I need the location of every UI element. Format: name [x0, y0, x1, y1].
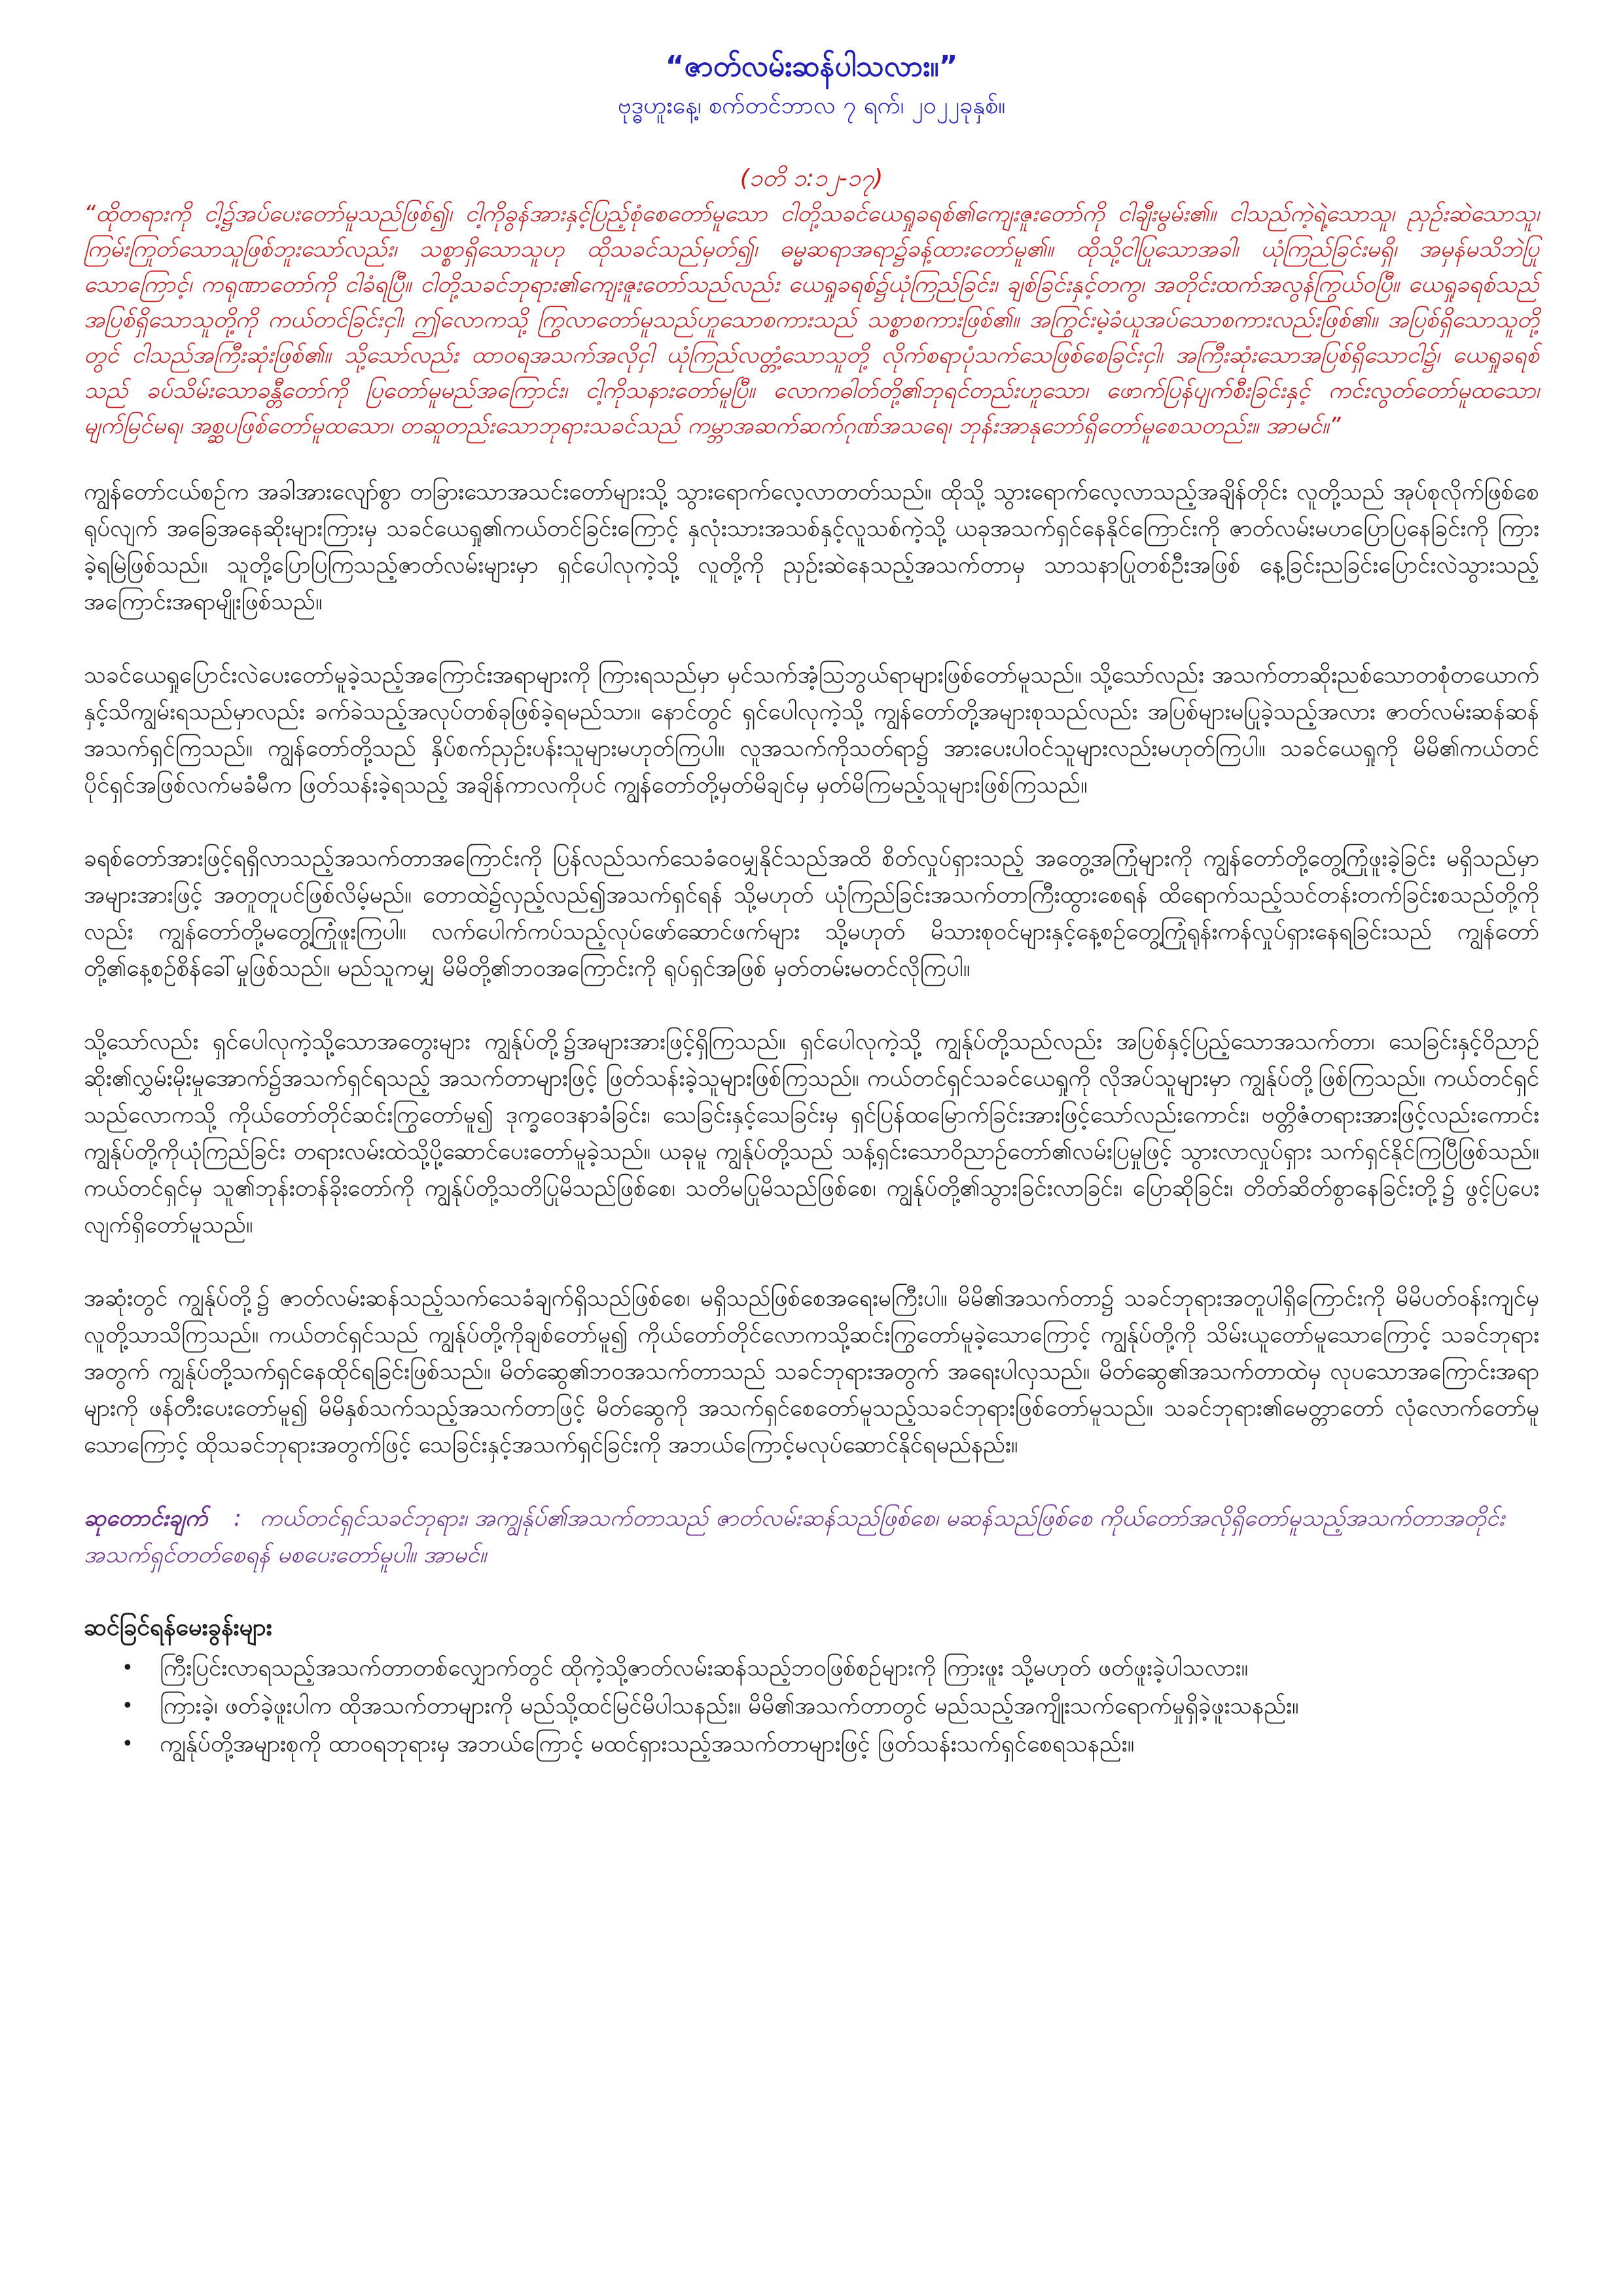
prayer-text: ကယ်တင်ရှင်သခင်ဘုရား၊ အကျွန်ုပ်၏အသက်တာသည် ဇာတ်လမ်းဆန်သည်ဖြစ်စေ၊ မဆန်သည်ဖြစ်စေ ကိုယ်တော်အလိုရှိတော်မူသည့်အသက်တာအတိုင်းအသက်ရှင်တတ်စေရန် မစပေးတော်မူပါ။ အာမင်။: [84, 1505, 1505, 1568]
prayer-separator: :: [234, 1505, 241, 1532]
body-paragraph: အဆုံးတွင် ကျွန်ုပ်တို့၌ ဇာတ်လမ်းဆန်သည့်သက်သေခံချက်ရှိသည်ဖြစ်စေ၊ မရှိသည်ဖြစ်စေအရေးမကြီးပါ။ မိမိ၏အသက်တာ၌ သခင်ဘုရားအတူပါရှိကြောင်းကို မိမိပတ်ဝန်းကျင်မှလူတို့သာသိကြသည်။ ကယ်တင်ရှင်သည် ကျွန်ုပ်တို့ကိုချစ်တော်မူ၍ ကိုယ်တော်တိုင်လောကသို့ဆင်းကြွတော်မူခဲ့သောကြောင့် ကျွန်ုပ်တို့ကို သိမ်းယူတော်မူသောကြောင့် သခင်ဘုရားအတွက် ကျွန်ုပ်တို့သက်ရှင်နေထိုင်ရခြင်းဖြစ်သည်။ မိတ်ဆွေ၏ဘဝအသက်တာသည် သခင်ဘုရားအတွက် အရေးပါလှသည်။ မိတ်ဆွေ၏အသက်တာထဲမှ လုပသောအကြောင်းအရာများကို ဖန်တီးပေးတော်မူ၍ မိမိနှစ်သက်သည့်အသက်တာဖြင့် မိတ်ဆွေကို အသက်ရှင်စေတော်မူသည့်သခင်ဘုရားဖြစ်တော်မူသည်။ သခင်ဘုရား၏မေတ္တာတော် လုံလောက်တော်မူသောကြောင့် ထိုသခင်ဘုရားအတွက်ဖြင့် သေခြင်းနှင့်အသက်ရှင်ခြင်းကို အဘယ်ကြောင့်မလုပ်ဆောင်နိုင်ရမည်နည်း။: [84, 1285, 1539, 1458]
question-text: ကြားခဲ့၊ ဖတ်ခဲ့ဖူးပါက ထိုအသက်တာများကို မည်သို့ထင်မြင်မိပါသနည်း။ မိမိ၏အသက်တာတွင် မည်သည့်အကျိုးသက်ရောက်မှုရှိခဲ့ဖူးသနည်း။: [160, 1693, 1299, 1719]
scripture-section: [84, 161, 1539, 444]
bullet-icon: •: [122, 1732, 134, 1755]
body-paragraph: သခင်ယေရှုပြောင်းလဲပေးတော်မူခဲ့သည့်အကြောင်းအရာများကို ကြားရသည်မှာ မှင်သက်အံ့သြဘွယ်ရာများဖြစ်တော်မူသည်။ သို့သော်လည်း အသက်တာဆိုးညစ်သောတစုံတယောက်နှင့်သိကျွမ်းရသည်မှာလည်း ခက်ခဲသည့်အလုပ်တစ်ခုဖြစ်ခဲ့ရမည်သာ။ နောင်တွင် ရှင်ပေါလုကဲ့သို့ ကျွန်တော်တို့အများစုသည်လည်း အပြစ်များမပြုခဲ့သည့်အလား ဇာတ်လမ်းဆန်ဆန်အသက်ရှင်ကြသည်။ ကျွန်တော်တို့သည် နှိပ်စက်ညှဉ်းပန်းသူများမဟုတ်ကြပါ။ လူအသက်ကိုသတ်ရာ၌ အားပေးပါဝင်သူများလည်းမဟုတ်ကြပါ။ သခင်ယေရှုကို မိမိ၏ကယ်တင်ပိုင်ရှင်အဖြစ်လက်မခံမီက ဖြတ်သန်းခဲ့ရသည့် အချိန်ကာလကိုပင် ကျွန်တော်တို့မှတ်မိချင်မှ မှတ်မိကြမည့်သူများဖြစ်ကြသည်။: [84, 662, 1539, 798]
questions-list: [84, 1649, 1539, 1763]
question-text: ကြီးပြင်းလာရသည့်အသက်တာတစ်လျှောက်တွင် ထိုကဲ့သို့ဇာတ်လမ်းဆန်သည့်ဘဝဖြစ်စဉ်များကို ကြားဖူး သို့မဟုတ် ဖတ်ဖူးခဲ့ပါသလား။: [160, 1655, 1249, 1681]
prayer-label: ဆုတောင်းချက်: [84, 1505, 208, 1532]
body-paragraph: သို့သော်လည်း ရှင်ပေါလုကဲ့သို့သောအတွေးများ ကျွန်ုပ်တို့၌အများအားဖြင့်ရှိကြသည်။ ရှင်ပေါလုကဲ့သို့ ကျွန်ုပ်တို့သည်လည်း အပြစ်နှင့်ပြည့်သောအသက်တာ၊ သေခြင်းနှင့်ဝိညာဉ်ဆိုး၏လွှမ်းမိုးမှုအောက်၌အသက်ရှင်ရသည့် အသက်တာများဖြင့် ဖြတ်သန်းခဲ့သူများဖြစ်ကြသည်။ ကယ်တင်ရှင်သခင်ယေရှုကို လိုအပ်သူများမှာ ကျွန်ုပ်တို့ဖြစ်ကြသည်။ ကယ်တင်ရှင်သည်လောကသို့ ကိုယ်တော်တိုင်ဆင်းကြွတော်မူ၍ ဒုက္ခဝေဒနာခံခြင်း၊ သေခြင်းနှင့်သေခြင်းမှ ရှင်ပြန်ထမြောက်ခြင်းအားဖြင့်သော်လည်းကောင်း၊ ဗတ္တိဇံတရားအားဖြင့်လည်းကောင်း ကျွန်ုပ်တို့ကိုယုံကြည်ခြင်း တရားလမ်းထဲသို့ပို့ဆောင်ပေးတော်မူခဲ့သည်။ ယခုမူ ကျွန်ုပ်တို့သည် သန့်ရှင်းသောဝိညာဉ်တော်၏လမ်းပြမှုဖြင့် သွားလာလှုပ်ရှား သက်ရှင်နိုင်ကြပြီဖြစ်သည်။ ကယ်တင်ရှင်မှ သူ၏ဘုန်းတန်ခိုးတော်ကို ကျွန်ုပ်တို့သတိပြုမိသည်ဖြစ်စေ၊ သတိမပြုမိသည်ဖြစ်စေ၊ ကျွန်ုပ်တို့၏သွားခြင်းလာခြင်း၊ ပြောဆိုခြင်း၊ တိတ်ဆိတ်စွာနေခြင်းတို့၌ ဖွင့်ပြပေးလျက်ရှိတော်မူသည်။: [84, 1029, 1539, 1238]
devotional-body: [84, 474, 1539, 1463]
prayer-block: [84, 1500, 1539, 1573]
body-paragraph: ခရစ်တော်အားဖြင့်ရရှိလာသည့်အသက်တာအကြောင်းကို ပြန်လည်သက်သေခံဝေမျှနိုင်သည်အထိ စိတ်လှုပ်ရှားသည့် အတွေ့အကြုံများကို ကျွန်တော်တို့တွေ့ကြုံဖူးခဲ့ခြင်း မရှိသည်မှာ အများအားဖြင့် အတူတူပင်ဖြစ်လိမ့်မည်။ တောထဲ၌လှည့်လည်၍အသက်ရှင်ရန် သို့မဟုတ် ယုံကြည်ခြင်းအသက်တာကြီးထွားစေရန် ထိရောက်သည့်သင်တန်းတက်ခြင်းစသည်တို့ကိုလည်း ကျွန်တော်တို့မတွေ့ကြုံဖူးကြပါ။ လက်ပေါက်ကပ်သည့်လုပ်ဖော်ဆောင်ဖက်များ သို့မဟုတ် မိသားစုဝင်များနှင့်နေ့စဉ်တွေ့ကြုံရုန်းကန်လှုပ်ရှားနေရခြင်းသည် ကျွန်တော်တို့၏နေ့စဉ်စိန်ခေါ်မှုဖြစ်သည်။ မည်သူကမျှ မိမိတို့၏ဘဝအကြောင်းကို ရုပ်ရှင်အဖြစ် မှတ်တမ်းမတင်လိုကြပါ။: [84, 846, 1539, 982]
scripture-text: “ထိုတရားကို ငါ့၌အပ်ပေးတော်မူသည်ဖြစ်၍၊ ငါ့ကိုခွန်အားနှင့်ပြည့်စုံစေတော်မူသော ငါတို့သခင်ယေရှုခရစ်၏ကျေးဇူးတော်ကို ငါချီးမွမ်း၏။ ငါသည်ကဲ့ရဲ့သောသူ၊ ညှဉ်းဆဲသောသူ၊ ကြမ်းကြုတ်သောသူဖြစ်ဘူးသော်လည်း၊ သစ္စာရှိသောသူဟု ထိုသခင်သည်မှတ်၍၊ ဓမ္မဆရာအရာ၌ခန့်ထားတော်မူ၏။ ထိုသို့ငါပြုသောအခါ၊ ယုံကြည်ခြင်းမရှိ၊ အမှန်မသိဘဲပြုသောကြောင့်၊ ကရုဏာတော်ကို ငါခံရပြီ။ ငါတို့သခင်ဘုရား၏ကျေးဇူးတော်သည်လည်း ယေရှုခရစ်၌ယုံကြည်ခြင်း၊ ချစ်ခြင်းနှင့်တကွ၊ အတိုင်းထက်အလွန်ကြွယ်ဝပြီ။ ယေရှုခရစ်သည် အပြစ်ရှိသောသူတို့ကို ကယ်တင်ခြင်းငှါ၊ ဤလောကသို့ ကြွလာတော်မူသည်ဟူသောစကားသည် သစ္စာစကားဖြစ်၏။ အကြွင်းမဲ့ခံယူအပ်သောစကားလည်းဖြစ်၏။ အပြစ်ရှိသောသူတို့တွင် ငါသည်အကြီးဆုံးဖြစ်၏။ သို့သော်လည်း ထာဝရအသက်အလိုငှါ ယုံကြည်လတ္တံ့သောသူတို့ လိုက်စရာပုံသက်သေဖြစ်စေခြင်းငှါ၊ အကြီးဆုံးသောအပြစ်ရှိသောငါ၌၊ ယေရှုခရစ်သည် ခပ်သိမ်းသောခန္တီတော်ကို ပြတော်မူမည်အကြောင်း၊ ငါ့ကိုသနားတော်မူပြီ။ လောကဓါတ်တို့၏ဘုရင်တည်းဟူသော၊ ဖောက်ပြန်ပျက်စီးခြင်းနှင့် ကင်းလွတ်တော်မူထသော၊ မျက်မြင်မရ၊ အစ္ဆပဖြစ်တော်မူထသော၊ တဆူတည်းသောဘုရားသခင်သည် ကမ္ဘာအဆက်ဆက်ဂုဏ်အသရေ၊ ဘုန်းအာနုဘော်ရှိတော်မူစေသတည်း။ အာမင်။”: [84, 201, 1539, 439]
bullet-icon: •: [122, 1657, 134, 1679]
bullet-icon: •: [122, 1695, 134, 1717]
page-date: ဗုဒ္ဓဟူးနေ့၊ စက်တင်ဘာလ ၇ ရက်၊ ၂၀၂၂ခုနှစ်။: [617, 92, 1006, 119]
question-item: [122, 1649, 1539, 1687]
scripture-reference: (၁တိ ၁:၁၂-၁၇): [740, 165, 883, 192]
page-title: “ဇာတ်လမ်းဆန်ပါသလား။”: [665, 50, 958, 83]
reflection-questions: [84, 1610, 1539, 1763]
question-item: [122, 1725, 1539, 1763]
devotional-page: [84, 46, 1539, 2271]
questions-heading: ဆင်ခြင်ရန်မေးခွန်းများ: [84, 1614, 272, 1641]
body-paragraph: ကျွန်တော်ငယ်စဉ်က အခါအားလျော်စွာ တခြားသောအသင်းတော်များသို့ သွားရောက်လေ့လာတတ်သည်။ ထိုသို့ သွားရောက်လေ့လာသည့်အချိန်တိုင်း လူတို့သည် အုပ်စုလိုက်ဖြစ်စေရုပ်လျက် အခြေအနေဆိုးများကြားမှ သခင်ယေရှု၏ကယ်တင်ခြင်းကြောင့် နှလုံးသားအသစ်နှင့်လူသစ်ကဲ့သို့ ယခုအသက်ရှင်နေနိုင်ကြောင်းကို ဇာတ်လမ်းမပာပြောပြနေခြင်းကို ကြားခဲ့ရမြဲဖြစ်သည်။ သူတို့ပြောပြကြသည့်ဇာတ်လမ်းများမှာ ရှင်ပေါလုကဲ့သို့ လူတို့ကို ညှဉ်းဆဲနေသည့်အသက်တာမှ သာသနာပြုတစ်ဦးအဖြစ် နေ့ခြင်းညခြင်းပြောင်းလဲသွားသည့်အကြောင်းအရာမျိုးဖြစ်သည်။: [84, 479, 1539, 615]
question-item: [122, 1687, 1539, 1725]
question-text: ကျွန်ုပ်တို့အများစုကို ထာဝရဘုရားမှ အဘယ်ကြောင့် မထင်ရှားသည့်အသက်တာများဖြင့် ဖြတ်သန်းသက်ရှင်စေရသနည်း။: [160, 1731, 1135, 1757]
